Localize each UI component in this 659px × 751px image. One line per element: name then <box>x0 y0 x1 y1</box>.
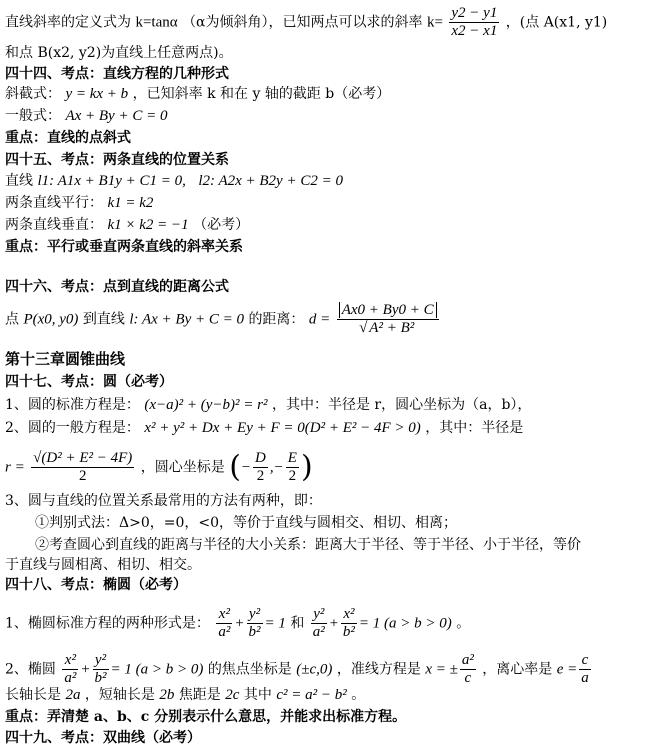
section-44-title: 四十四、考点：直线方程的几种形式 <box>5 66 229 82</box>
circle-general-eq: 2、圆的一般方程是： x² + y² + Dx + Ey + F = 0(D² + E² − 4F > 0) ，其中：半径是 <box>5 420 524 436</box>
parallel-condition: 两条直线平行： k1 = k2 <box>5 195 154 211</box>
circle-standard-eq: 1、圆的标准方程是： (x−a)² + (y−b)² = r² ，其中：半径是 r，圆心坐标为（a，b）， <box>5 397 532 413</box>
point-line-distance: 点 P(x0, y0) 到直线 l: Ax + By + C = 0 的距离： d = $\frac{Ax0 + By0 + C}{\text{√ A² + B²}}$ <box>5 302 657 337</box>
slope-definition: 直线斜率的定义式为 k=tanα （α为倾斜角），已知两点可以求的斜率 k= $\frac{y2 - y1}{x2 - x1}$ ，(点 A(x1, y1) <box>5 5 608 39</box>
section-49-title: 四十九、考点：双曲线（必考） <box>5 730 201 746</box>
circle-line-relation: 3、圆与直线的位置关系最常用的方法有两种，即： <box>5 493 322 509</box>
ellipse-properties: 2、椭圆 $\frac{\text{x²}}{\text{a²}}$ + $\frac{\text{y²}}{\text{b²}}$ = 1 (a > b > 0) 的焦点坐标是 (±c,0) ，准线方程是 x = ± $\frac{\text{a²}}{c}$ ，离心率是 e = $\frac{c}{a}$ <box>5 652 589 686</box>
center-y-fraction: $\frac{E}{2}$ <box>287 450 297 484</box>
center-x-fraction: $\frac{D}{2}$ <box>255 450 266 484</box>
section-48-title: 四十八、考点：椭圆（必考） <box>5 577 187 593</box>
section-48-key: 重点：弄清楚 a、b、c 分别表示什么意思，并能求出标准方程。 <box>5 709 407 725</box>
radius-fraction: $\frac{\text{√(D² + E² − 4F)}}{2}$ <box>33 450 133 484</box>
chapter-title: 第十三章圆锥曲线 <box>5 350 126 368</box>
slope-intercept-form: 斜截式： y = kx + b ，已知斜率 k 和在 y 轴的截距 b（必考） <box>5 86 391 102</box>
perpendicular-condition: 两条直线垂直： k1 × k2 = −1 （必考） <box>5 217 250 233</box>
ellipse-standard-forms: 1、椭圆标准方程的两种形式是： $\frac{\text{x²}}{\text{a²}}$ + $\frac{\text{y²}}{\text{b²}}$ = 1 和 $\frac{\text{y²}}{\text{a²}}$ + $\frac{\text{x²}}{\text{b²}}$ = 1 (a > b > 0) 。 <box>5 606 471 640</box>
distance-fraction: $\frac{Ax0 + By0 + C}{\text{√ A² + B²}}$ <box>337 302 439 337</box>
slope-fraction: $\frac{y2 - y1}{x2 - x1}$ <box>451 5 498 39</box>
discriminant-method: ①判别式法：Δ>0，=0，<0，等价于直线与圆相交、相切、相离； <box>35 515 458 531</box>
section-46-title: 四十六、考点：点到直线的距离公式 <box>5 279 229 295</box>
distance-method: ②考查圆心到直线的距离与半径的大小关系：距离大于半径、等于半径、小于半径，等价 <box>35 537 581 553</box>
two-lines: 直线 l1: A1x + B1y + C1 = 0, l2: A2x + B2y + C2 = 0 <box>5 173 343 189</box>
distance-method-cont: 于直线与圆相离、相切、相交。 <box>5 557 201 573</box>
general-form: 一般式： Ax + By + C = 0 <box>5 108 168 124</box>
circle-radius-center: r = $\frac{\text{√(D² + E² − 4F)}}{2}$ ，圆心坐标是 (− $\frac{D}{2}$ ,− $\frac{E}{2}$ ) <box>5 449 313 485</box>
section-45-key: 重点：平行或垂直两条直线的斜率关系 <box>5 239 243 255</box>
section-45-title: 四十五、考点：两条直线的位置关系 <box>5 152 229 168</box>
slope-definition-cont: 和点 B(x2, y2)为直线上任意两点)。 <box>5 45 233 61</box>
section-47-title: 四十七、考点：圆（必考） <box>5 374 173 390</box>
section-44-key: 重点：直线的点斜式 <box>5 130 131 146</box>
ellipse-axes: 长轴长是 2a ，短轴长是 2b 焦距是 2c 其中 c² = a² − b² 。 <box>5 687 366 703</box>
